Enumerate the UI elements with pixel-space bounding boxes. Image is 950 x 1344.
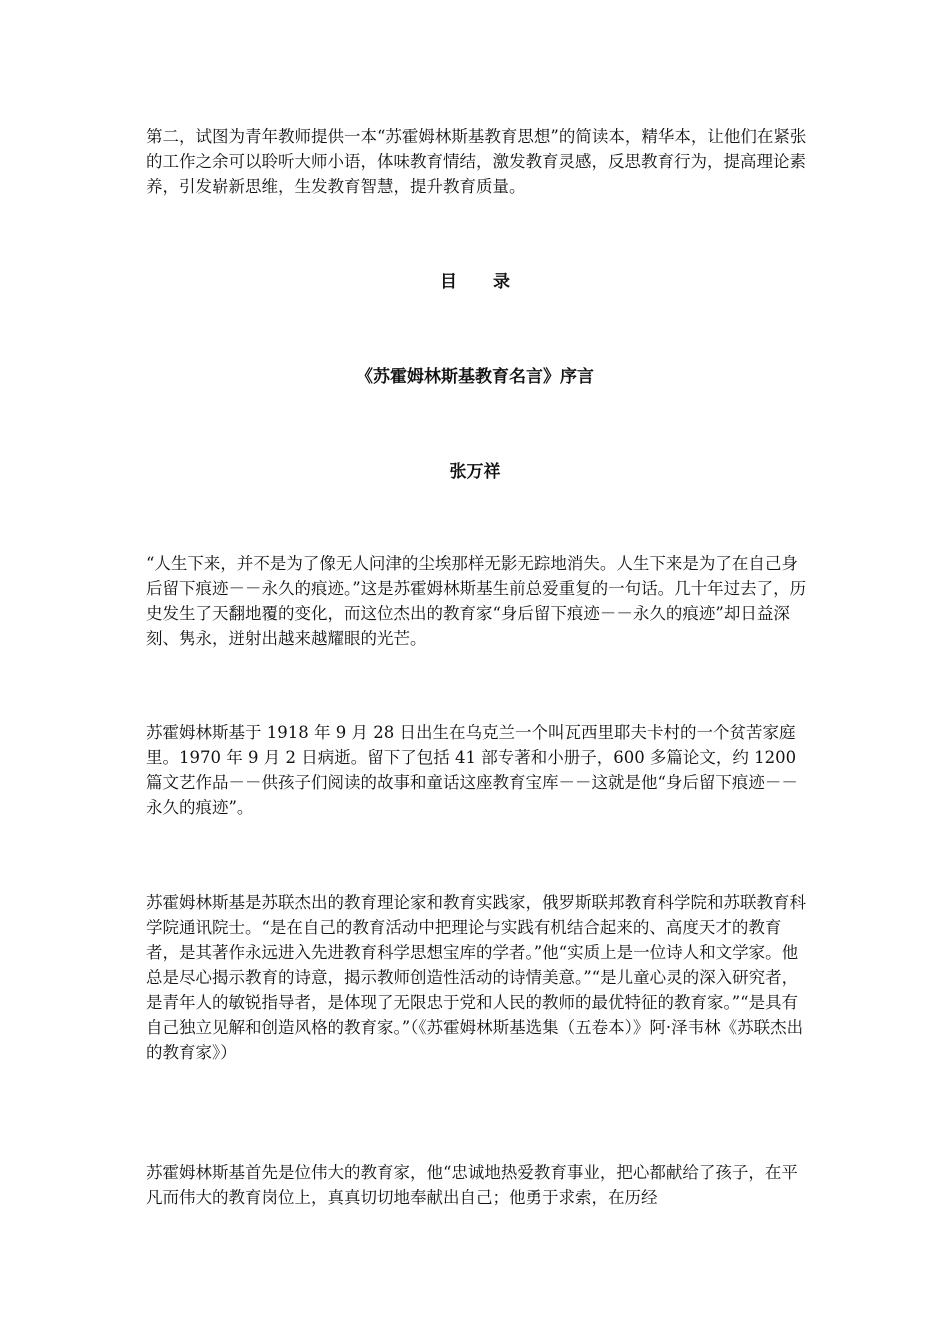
intro-paragraph: 第二，试图为青年教师提供一本“苏霍姆林斯基教育思想”的简读本，精华本，让他们在紧张的工作之余可以聆听大师小语，体味教育情结，激发教育灵感，反思教育行为，提高理论素养，引发崭新思维，生发教育智慧，提升教育质量。 <box>146 127 807 196</box>
body-paragraph-2: 苏霍姆林斯基于 1918 年 9 月 28 日出生在乌克兰一个叫瓦西里耶夫卡村的一个贫苦家庭里。1970 年 9 月 2 日病逝。留下了包括 41 部专著和小册子，600 多篇论文，约 1200 篇文艺作品－－供孩子们阅读的故事和童话这座教育宝库－－这就是他“身后留下痕迹－－永久的痕迹”。 <box>146 723 798 817</box>
author-name: 张万祥 <box>449 462 501 482</box>
body-paragraph-1: “人生下来，并不是为了像无人问津的尘埃那样无影无踪地消失。人生下来是为了在自己身后留下痕迹－－永久的痕迹。”这是苏霍姆林斯基生前总爱重复的一句话。几十年过去了，历史发生了天翻地覆的变化，而这位杰出的教育家“身后留下痕迹－－永久的痕迹”却日益深刻、隽永，迸射出越来越耀眼的光芒。 <box>146 554 807 648</box>
body-paragraph-4: 苏霍姆林斯基首先是位伟大的教育家，他“忠诚地热爱教育事业，把心都献给了孩子，在平凡而伟大的教育岗位上，真真切切地奉献出自己；他勇于求索，在历经 <box>146 1163 798 1207</box>
preface-title: 《苏霍姆林斯基教育名言》序言 <box>356 367 594 387</box>
toc-heading-char-1: 目 <box>440 272 457 292</box>
toc-heading-char-2: 录 <box>493 272 510 292</box>
toc-heading <box>0 270 950 294</box>
body-paragraph-3: 苏霍姆林斯基是苏联杰出的教育理论家和教育实践家，俄罗斯联邦教育科学院和苏联教育科学院通讯院士。“是在自己的教育活动中把理论与实践有机结合起来的、高度天才的教育者，是其著作永远进入先进教育科学思想宝库的学者。”他“实质上是一位诗人和文学家。他总是尽心揭示教育的诗意，揭示教师创造性活动的诗情美意。”“是儿童心灵的深入研究者，是青年人的敏锐指导者，是体现了无限忠于党和人民的教师的最优特征的教育家。”“是具有自己独立见解和创造风格的教育家。”（《苏霍姆林斯基选集（五卷本）》阿·泽韦林《苏联杰出的教育家》） <box>146 893 806 1062</box>
